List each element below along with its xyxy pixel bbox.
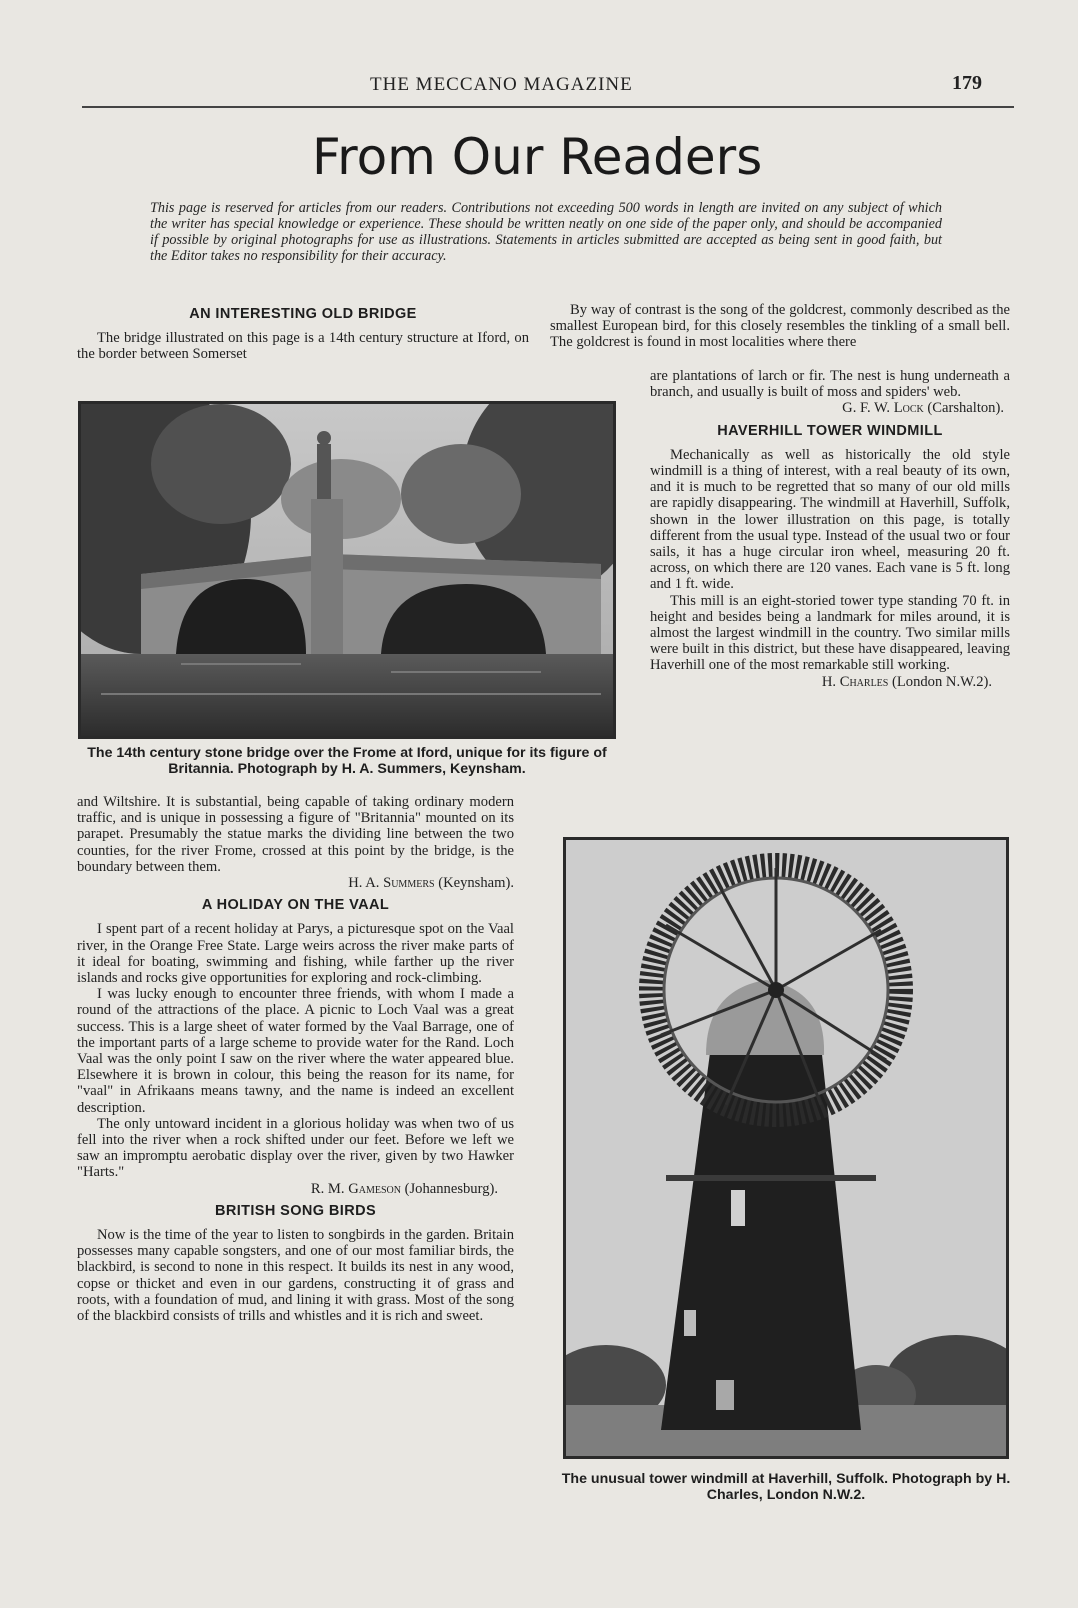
bridge-author: H. A. Summers [348,875,435,892]
vaal-heading: A HOLIDAY ON THE VAAL [201,897,390,914]
bridge-illustration [81,404,613,736]
windmill-signature [650,674,1010,690]
page-number: 179 [952,72,982,94]
songbirds-continuation-wide [550,302,1010,351]
windmill-paragraph-1: Mechanically as well as historically the old style windmill is a thing of interest, with a real beauty of its own, and it is much to be regretted that so many of our old mills are rapidly disappearing. The windmill at Haverhill, Suffolk, shown in the lower illustration on this page, is totally different from the usual type. Instead of the usual two or four sails, it has a huge circular iron wheel, measuring 20 ft. across, on which there are 120 vanes. Each vane is 5 ft. long and 1 ft. wide. [650,446,1010,593]
songbirds-author-place: (Carshalton). [927,400,1004,417]
bridge-paragraph-1: The bridge illustrated on this page is a 14th century structure at Iford, on the border between Somerset [77,330,529,363]
windmill-paragraph-2: This mill is an eight-storied tower type standing 70 ft. in height and besides being a landmark for miles around, it is almost the largest windmill in the country. Two similar mills were built in this district, but these have disappeared, leaving Haverhill one of the most remarkable still working. [650,592,1010,674]
songbirds-paragraph-2a: By way of contrast is the song of the goldcrest, commonly described as the smallest European bird, for this closely resembles the tinkling of a small bell. The goldcrest is found in most localities where there [550,302,1010,351]
songbirds-signature [650,400,1010,416]
windmill-author-place: (London N.W.2). [892,673,992,690]
songbirds-paragraph-2b: are plantations of larch or fir. The nest is hung underneath a branch, and usually is built of moss and spiders' web. [650,368,1010,401]
vaal-signature [77,1181,514,1197]
bridge-author-place: (Keynsham). [438,875,514,892]
bridge-photo-caption: The 14th century stone bridge over the Frome at Iford, unique for its figure of Britannia. Photograph by H. A. Summers, Keynsham. [87,745,607,777]
vaal-author: R. M. Gameson [310,1180,401,1197]
magazine-title: THE MECCANO MAGAZINE [370,74,633,95]
bridge-signature [77,875,514,891]
bridge-article-start [77,306,529,363]
right-column-upper [650,368,1010,690]
bridge-heading: AN INTERESTING OLD BRIDGE [189,306,417,322]
left-column-lower [77,794,514,1324]
bridge-photo [78,401,616,739]
windmill-heading: HAVERHILL TOWER WINDMILL [717,422,943,439]
bridge-paragraph-2: and Wiltshire. It is substantial, being capable of taking ordinary modern traffic, and is unique in possessing a figure of "Britannia" mounted on its parapet. Presumably the statue marks the dividing line between the two counties, for the river Frome, crossed at this point by the bridge, is the boundary between them. [77,794,514,875]
vaal-author-place: (Johannesburg). [404,1180,498,1197]
vaal-paragraph-3: The only untoward incident in a glorious holiday was when two of us fell into the river when a rock shifted under our feet. Before we left we saw an impromptu aerobatic display over the river, given by two Hawker "Harts." [77,1115,514,1181]
windmill-author: H. Charles [821,673,889,690]
windmill-photo [563,837,1009,1459]
songbirds-author: G. F. W. Lock [842,400,924,417]
songbirds-paragraph-1: Now is the time of the year to listen to songbirds in the garden. Britain possesses many capable songsters, and one of our most familiar birds, the blackbird, is second to none in this respect. It builds its nest in any wood, copse or thicket and even in our gardens, constructing it of grass and roots, with a foundation of mud, and lining it with grass. Most of the song of the blackbird consists of trills and whistles and it is rich and sweet. [77,1227,514,1325]
page-title: From Our Readers [312,128,763,186]
vaal-paragraph-2: I was lucky enough to encounter three friends, with whom I made a round of the attractions of the place. A picnic to Loch Vaal was a great success. This is a large sheet of water formed by the Vaal Barrage, one of the important parts of a large scheme to provide water for the Rand. Loch Vaal was the only point I saw on the river where the water appeared blue. Elsewhere it is brown in colour, this being the reason for its name, for "vaal" in Afrikaans means tawny, and the name is indeed an excellent description. [77,986,514,1116]
windmill-photo-caption: The unusual tower windmill at Haverhill, Suffolk. Photograph by H. Charles, London N.W.2. [561,1471,1011,1503]
intro-paragraph: This page is reserved for articles from our readers. Contributions not exceeding 500 words in length are invited on any subject of which the writer has special knowledge or experience. These should be written neatly on one side of the paper only, and should be accompanied if possible by original photographs for use as illustrations. Statements in articles submitted are accepted as being sent in good faith, but the Editor takes no responsibility for their accuracy. [150,200,942,264]
songbirds-heading: BRITISH SONG BIRDS [214,1202,377,1219]
header-rule [82,106,1014,108]
vaal-paragraph-1: I spent part of a recent holiday at Parys, a picturesque spot on the Vaal river, in the Orange Free State. Large weirs across the river make parts of it ideal for boating, swimming and fishing, while farther up the river islands and rocks give opportunities for exploring and rock-climbing. [77,921,514,987]
windmill-illustration [566,840,1006,1456]
